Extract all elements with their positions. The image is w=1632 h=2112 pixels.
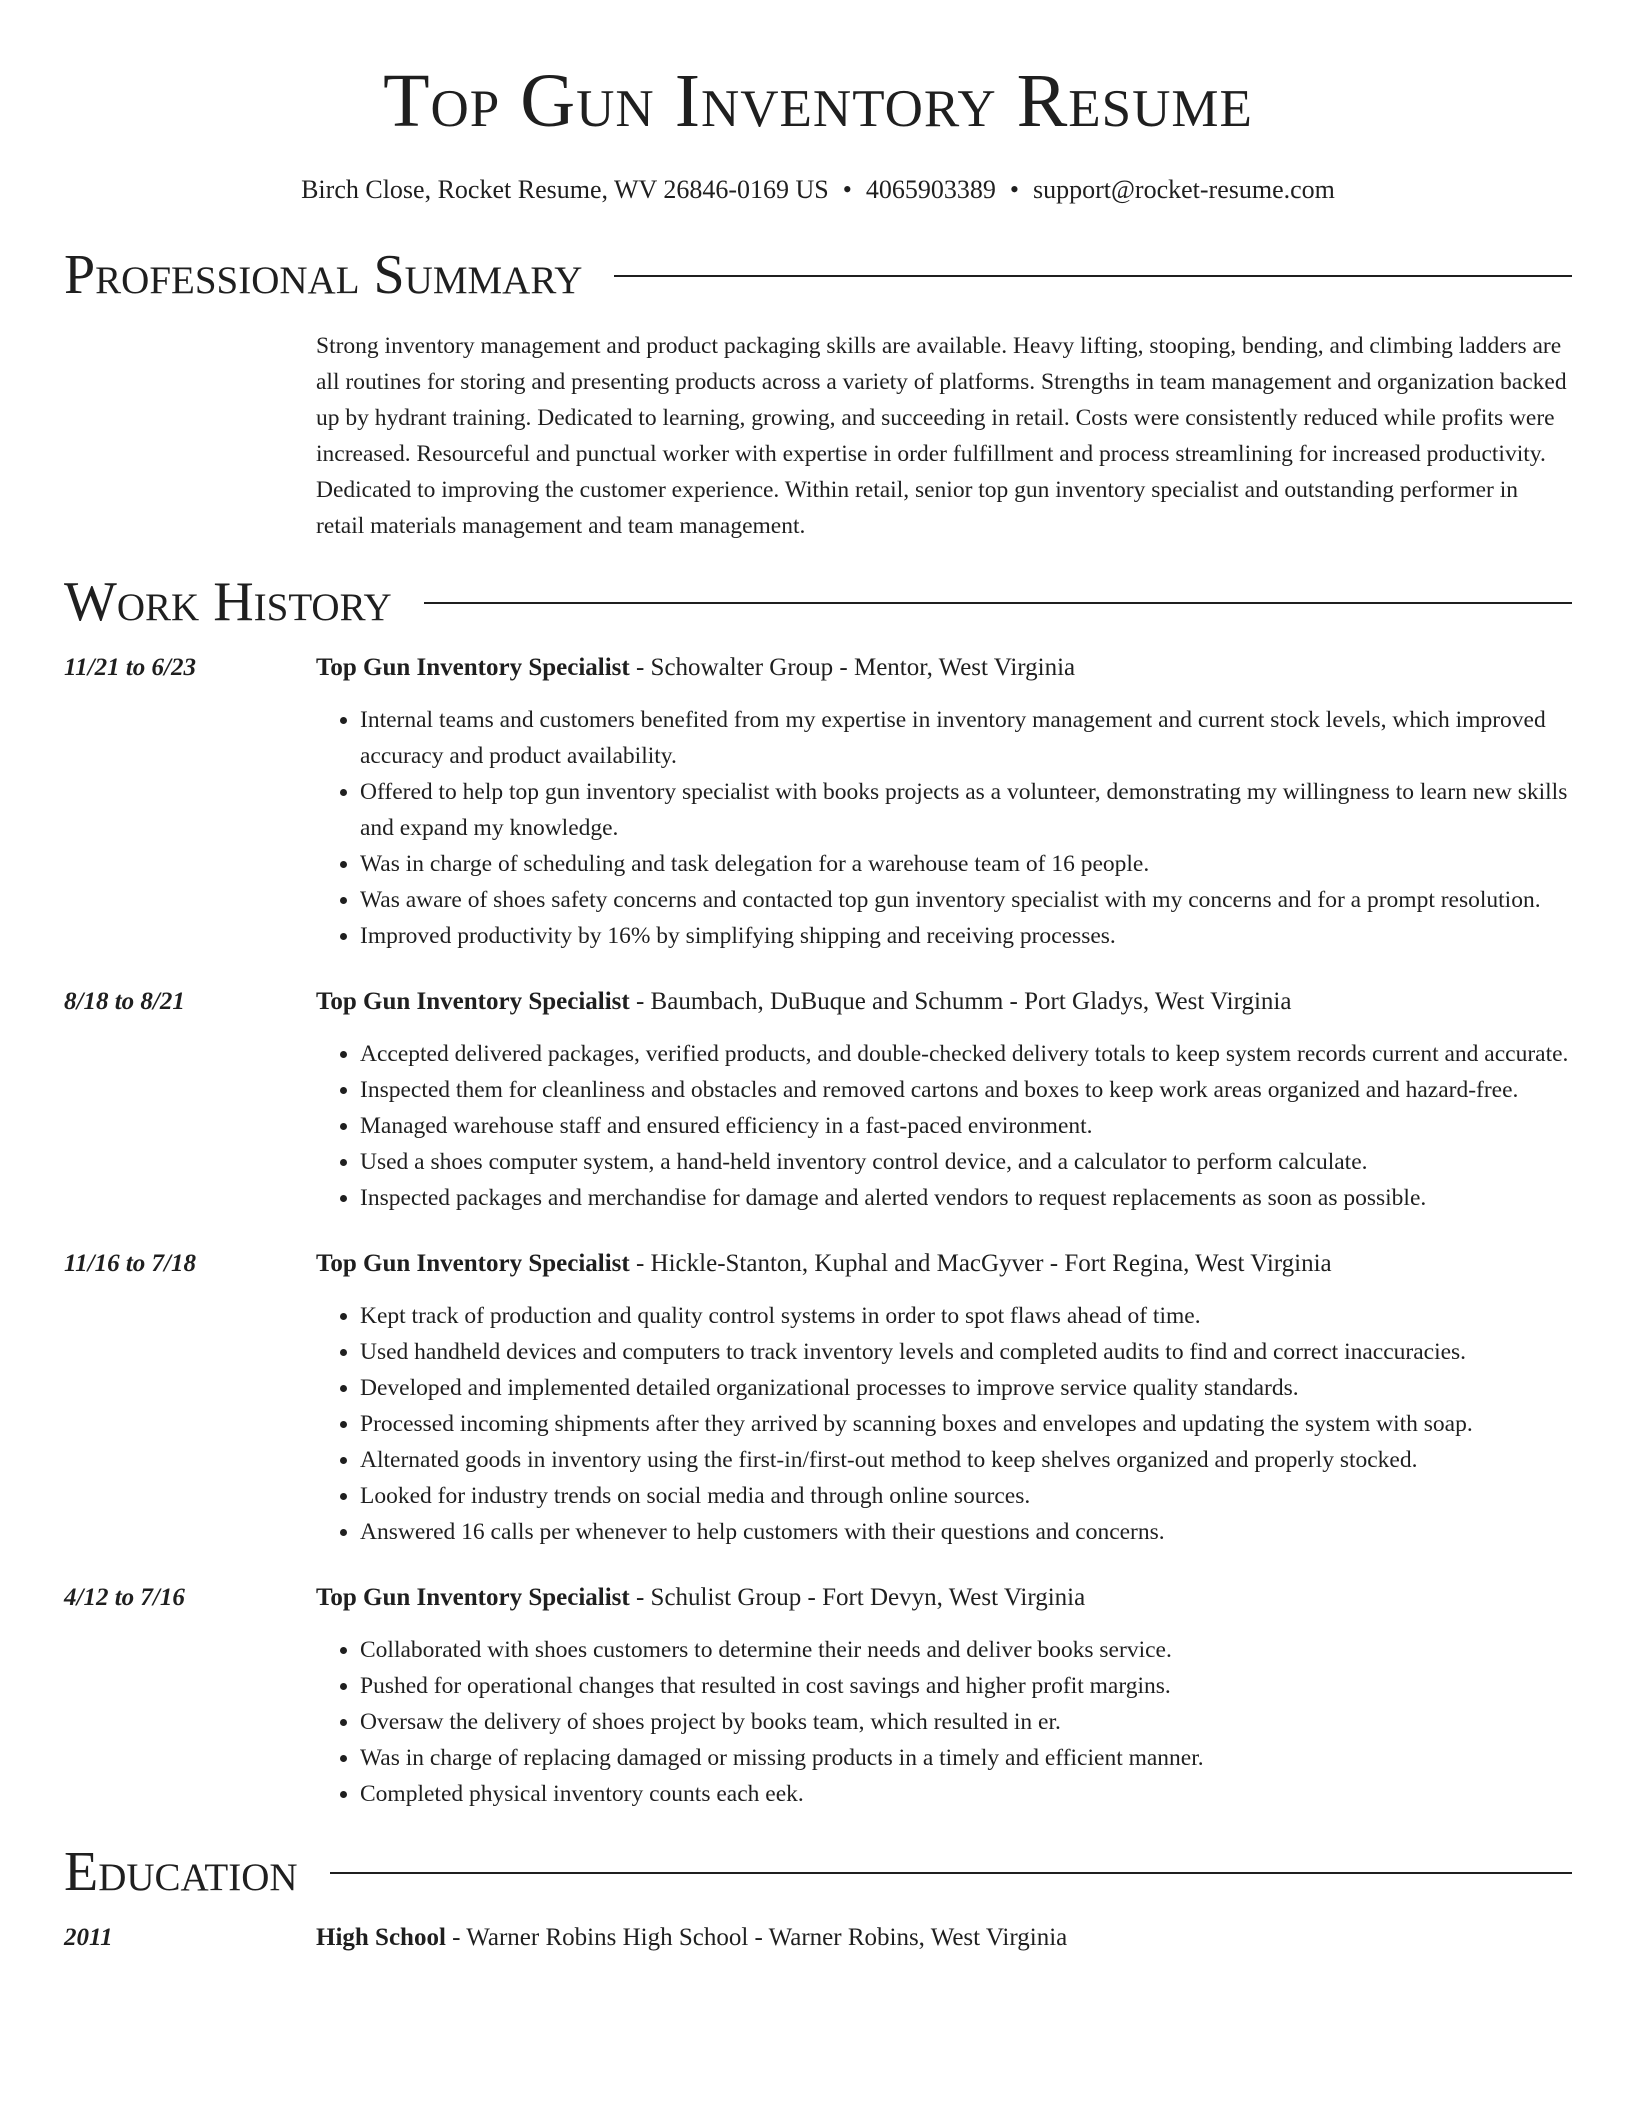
job-details: - Schowalter Group - Mentor, West Virginia	[629, 653, 1076, 681]
job-bullets	[316, 1298, 1572, 1550]
job-role: Top Gun Inventory Specialist	[316, 653, 630, 681]
job-bullet: • Kept track of production and quality control systems in order to spot flaws ahead of time.	[360, 1298, 1572, 1334]
contact-separator: •	[842, 174, 852, 204]
job-dates: 4/12 to 7/16	[64, 1583, 185, 1611]
job-bullets	[316, 1632, 1572, 1812]
job-bullet: • Developed and implemented detailed organizational processes to improve service quality standards.	[360, 1370, 1572, 1406]
resume-title: Top Gun Inventory Resume	[383, 59, 1253, 143]
job-dates: 11/21 to 6/23	[64, 653, 196, 681]
job-title-line	[316, 1246, 1572, 1282]
job-bullet: • Internal teams and customers benefited from my expertise in inventory management and current stock levels, which improved accuracy and product availability.	[360, 702, 1572, 774]
job-role: Top Gun Inventory Specialist	[316, 987, 630, 1015]
section-divider	[330, 1872, 1572, 1874]
job-entry	[64, 1246, 1572, 1550]
job-bullet: • Answered 16 calls per whenever to help customers with their questions and concerns.	[360, 1514, 1572, 1550]
section-title-summary: Professional Summary	[64, 243, 583, 306]
job-bullet: • Was aware of shoes safety concerns and contacted top gun inventory specialist with my concerns and for a prompt resolution.	[360, 882, 1572, 918]
section-header-summary	[64, 245, 1572, 307]
job-bullet: • Pushed for operational changes that resulted in cost savings and higher profit margins.	[360, 1668, 1572, 1704]
job-bullet: • Oversaw the delivery of shoes project by books team, which resulted in er.	[360, 1704, 1572, 1740]
section-header-education	[64, 1842, 1572, 1904]
job-entry	[64, 984, 1572, 1216]
education-degree: High School	[316, 1923, 446, 1951]
section-divider	[614, 275, 1572, 277]
education-body	[316, 1920, 1572, 1956]
job-role: Top Gun Inventory Specialist	[316, 1583, 630, 1611]
job-role: Top Gun Inventory Specialist	[316, 1249, 630, 1277]
job-bullet: • Improved productivity by 16% by simplifying shipping and receiving processes.	[360, 918, 1572, 954]
contact-separator: •	[1009, 174, 1019, 204]
contact-line	[64, 174, 1572, 205]
job-bullet: • Inspected them for cleanliness and obstacles and removed cartons and boxes to keep work areas organized and hazard-free.	[360, 1072, 1572, 1108]
job-bullets	[316, 702, 1572, 954]
job-bullet: • Collaborated with shoes customers to determine their needs and deliver books service.	[360, 1632, 1572, 1668]
job-bullet: • Processed incoming shipments after they arrived by scanning boxes and envelopes and updating the system with soap.	[360, 1406, 1572, 1442]
section-header-work	[64, 572, 1572, 634]
job-bullet: • Inspected packages and merchandise for damage and alerted vendors to request replacements as soon as possible.	[360, 1180, 1572, 1216]
section-title-work: Work History	[64, 571, 392, 634]
job-bullet: • Offered to help top gun inventory specialist with books projects as a volunteer, demonstrating my willingness to learn new skills and expand my knowledge.	[360, 774, 1572, 846]
summary-text: Strong inventory management and product packaging skills are available. Heavy lifting, stooping, bending, and climbing ladders are all routines for storing and presenting products across a variety of platforms. Strengths in team management and organization backed up by hydrant training. Dedicated to learning, growing, and succeeding in retail. Costs were consistently reduced while profits were increased. Resourceful and punctual worker with expertise in order fulfillment and process streamlining for increased productivity. Dedicated to improving the customer experience. Within retail, senior top gun inventory specialist and outstanding performer in retail materials management and team management.	[316, 333, 1567, 540]
job-details: - Schulist Group - Fort Devyn, West Virginia	[629, 1583, 1086, 1611]
contact-phone: 4065903389	[865, 174, 996, 204]
contact-address: Birch Close, Rocket Resume, WV 26846-0169 US	[301, 174, 829, 204]
job-title-line	[316, 650, 1572, 686]
job-details: - Baumbach, DuBuque and Schumm - Port Gladys, West Virginia	[629, 987, 1292, 1015]
section-title-education: Education	[64, 1840, 298, 1903]
education-details: - Warner Robins High School - Warner Robins, West Virginia	[445, 1923, 1068, 1951]
job-entry	[64, 1580, 1572, 1812]
job-bullet: • Was in charge of replacing damaged or missing products in a timely and efficient manner.	[360, 1740, 1572, 1776]
resume-page	[64, 0, 1572, 1956]
job-body	[316, 1580, 1572, 1812]
contact-email: support@rocket-resume.com	[1032, 174, 1335, 204]
job-bullet: • Looked for industry trends on social media and through online sources.	[360, 1478, 1572, 1514]
job-body	[316, 1246, 1572, 1550]
job-entry	[64, 650, 1572, 954]
job-bullet: • Completed physical inventory counts each eek.	[360, 1776, 1572, 1812]
education-title-line	[316, 1920, 1572, 1956]
job-bullet: • Accepted delivered packages, verified products, and double-checked delivery totals to keep system records current and accurate.	[360, 1036, 1572, 1072]
education-dates: 2011	[64, 1923, 113, 1951]
job-bullet: • Managed warehouse staff and ensured efficiency in a fast-paced environment.	[360, 1108, 1572, 1144]
job-bullet: • Used a shoes computer system, a hand-held inventory control device, and a calculator to perform calculate.	[360, 1144, 1572, 1180]
job-body	[316, 984, 1572, 1216]
section-divider	[424, 602, 1572, 604]
job-bullet: • Used handheld devices and computers to track inventory levels and completed audits to find and correct inaccuracies.	[360, 1334, 1572, 1370]
job-bullets	[316, 1036, 1572, 1216]
job-bullet: • Was in charge of scheduling and task delegation for a warehouse team of 16 people.	[360, 846, 1572, 882]
job-dates: 8/18 to 8/21	[64, 987, 185, 1015]
job-title-line	[316, 1580, 1572, 1616]
job-title-line	[316, 984, 1572, 1020]
job-bullet: • Alternated goods in inventory using the first-in/first-out method to keep shelves organized and properly stocked.	[360, 1442, 1572, 1478]
job-details: - Hickle-Stanton, Kuphal and MacGyver - Fort Regina, West Virginia	[629, 1249, 1332, 1277]
job-dates: 11/16 to 7/18	[64, 1249, 196, 1277]
job-body	[316, 650, 1572, 954]
education-entry	[64, 1920, 1572, 1956]
